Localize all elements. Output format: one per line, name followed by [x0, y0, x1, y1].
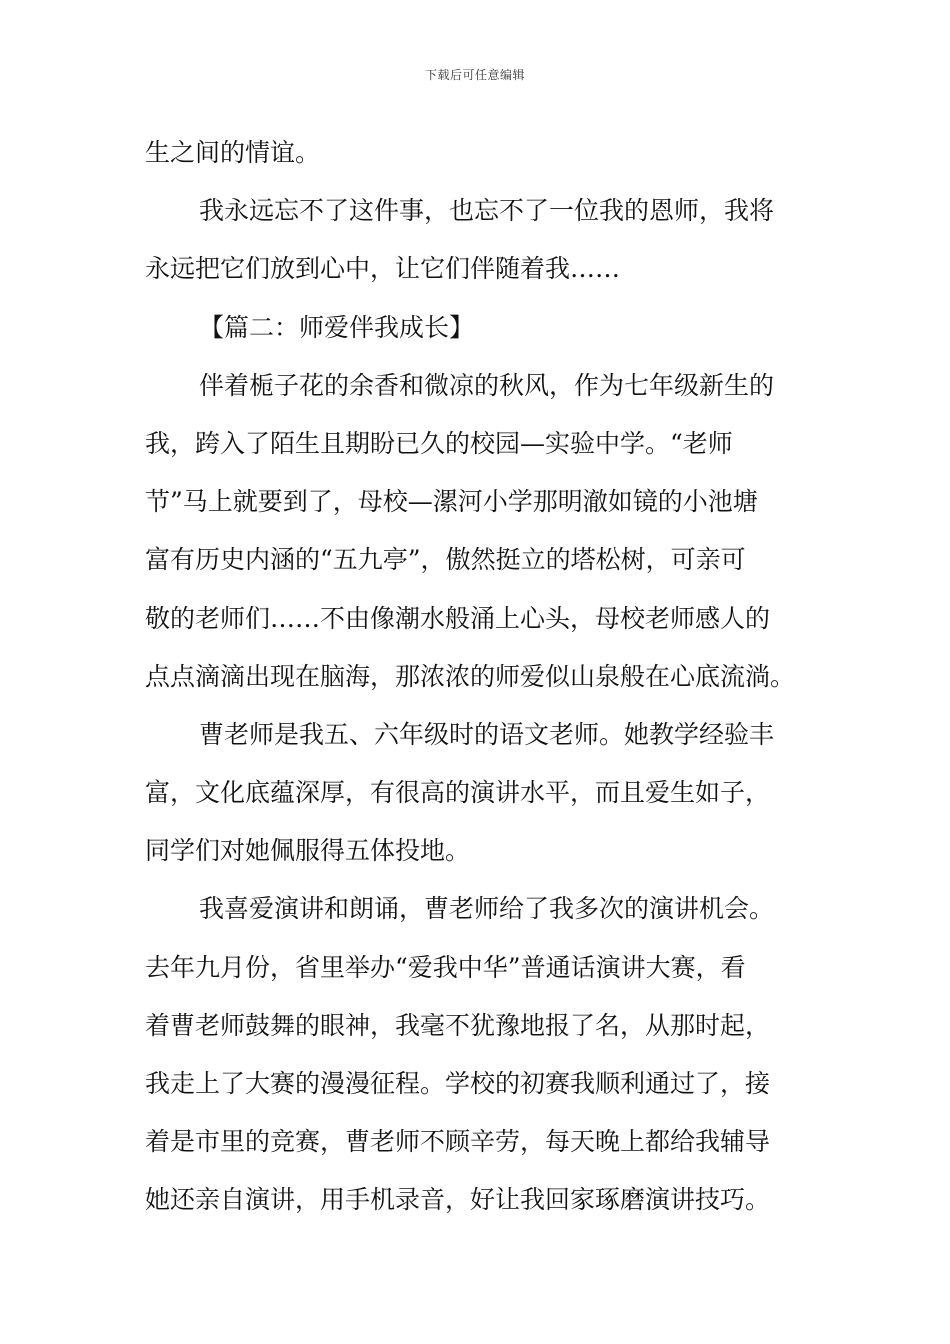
- header-note: 下载后可任意编辑: [424, 68, 525, 82]
- text-line: 我永远忘不了这件事，也忘不了一位我的恩师，我将: [199, 196, 775, 226]
- text-line: 我走上了大赛的漫漫征程。学校的初赛我顺利通过了，接: [145, 1069, 771, 1098]
- text-line: 生之间的情谊。: [145, 138, 321, 167]
- text-line: 敬的老师们……不由像潮水般涌上心头，母校老师感人的: [145, 603, 771, 633]
- text-line: 永远把它们放到心中，让它们伴随着我……: [145, 254, 621, 284]
- text-line: 节”马上就要到了，母校—漯河小学那明澈如镜的小池塘: [145, 487, 758, 517]
- text-line: 她还亲自演讲，用手机录音，好让我回家琢磨演讲技巧。: [145, 1185, 771, 1215]
- text-line: 伴着栀子花的余香和微凉的秋风，作为七年级新生的: [199, 370, 775, 400]
- text-line: 点点滴滴出现在脑海，那浓浓的师爱似山泉般在心底流淌。: [145, 661, 796, 691]
- text-line: 我喜爱演讲和朗诵，曹老师给了我多次的演讲机会。: [199, 894, 775, 924]
- text-line: 去年九月份，省里举办“爱我中华”普通话演讲大赛，看: [145, 952, 746, 982]
- text-line: 富，文化底蕴深厚，有很高的演讲水平，而且爱生如子，: [145, 778, 771, 808]
- text-line: 曹老师是我五、六年级时的语文老师。她教学经验丰: [199, 719, 775, 749]
- text-line: 富有历史内涵的“五九亭”，傲然挺立的塔松树，可亲可: [145, 545, 746, 575]
- text-line: 着曹老师鼓舞的眼神，我毫不犹豫地报了名，从那时起，: [145, 1010, 771, 1040]
- section-heading: 【篇二：师爱伴我成长】: [199, 312, 475, 342]
- text-line: 同学们对她佩服得五体投地。: [145, 836, 471, 866]
- text-line: 着是市里的竞赛，曹老师不顾辛劳，每天晚上都给我辅导: [145, 1127, 771, 1157]
- document-body: [145, 124, 810, 1230]
- text-line: 我，跨入了陌生且期盼已久的校园—实验中学。“老师: [145, 428, 733, 458]
